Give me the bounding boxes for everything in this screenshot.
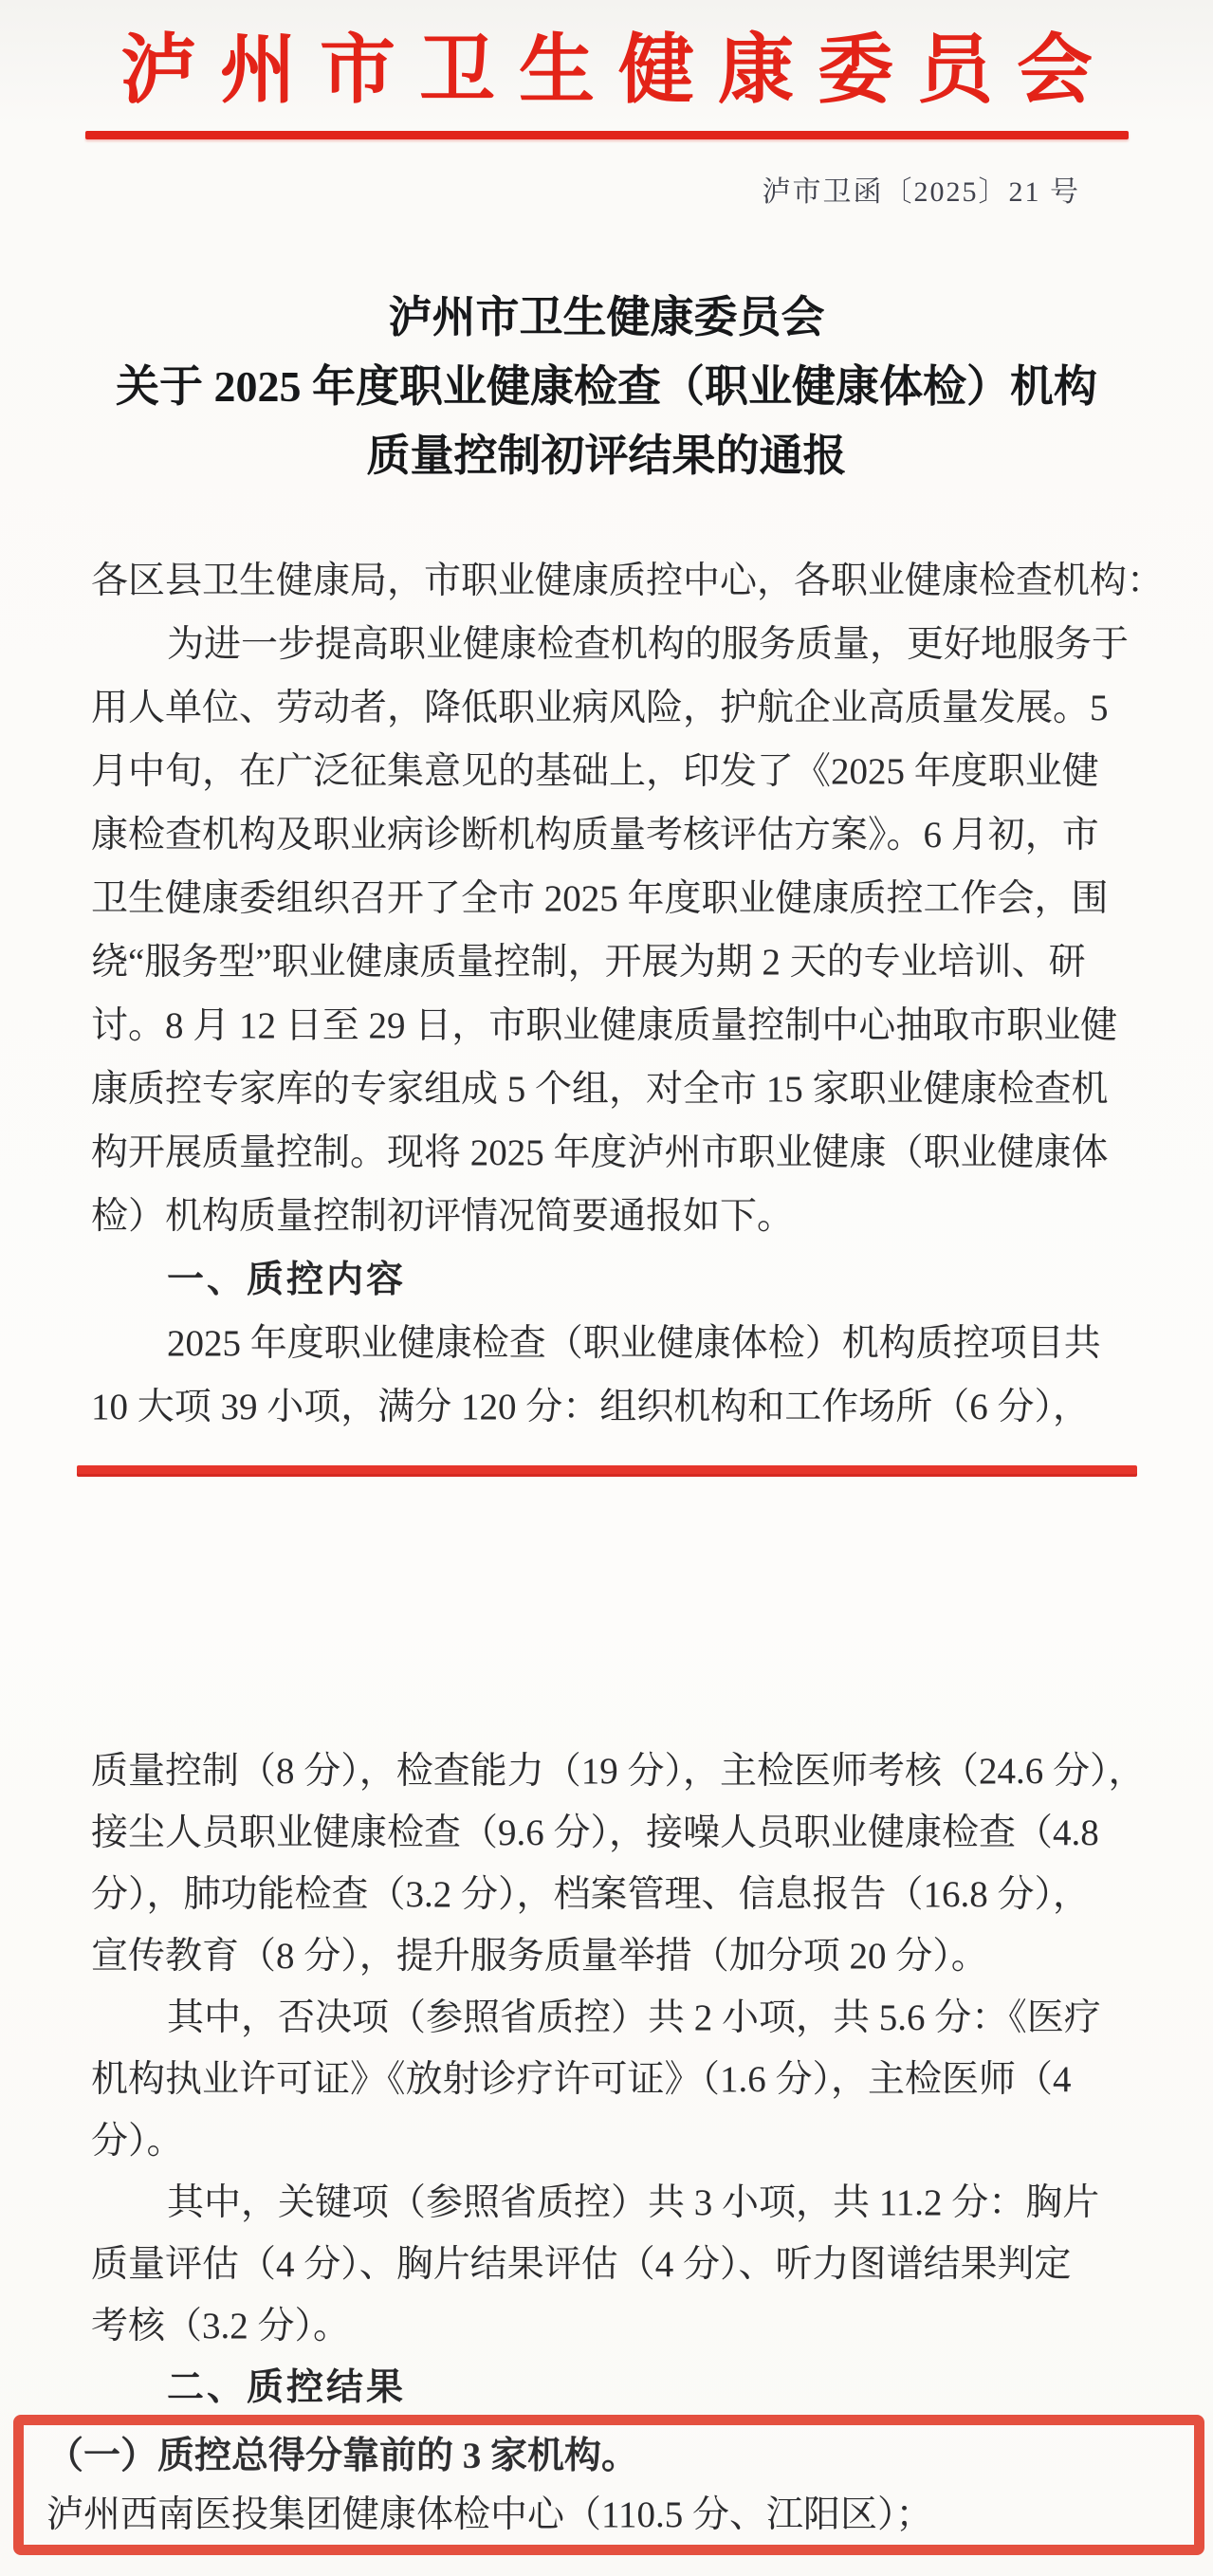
section-heading-2: 二、质控结果 <box>167 2367 407 2408</box>
body-line: 质量控制（8 分），检查能力（19 分），主检医师考核（24.6 分）， <box>91 1751 1146 1792</box>
body-line: 为进一步提高职业健康检查机构的服务质量，更好地服务于 <box>167 624 1130 665</box>
highlight-subheading: （一）质控总得分靠前的 3 家机构。 <box>46 2436 639 2476</box>
document-number: 泸市卫函〔2025〕21 号 <box>762 176 1080 208</box>
page-separator-line <box>77 1465 1137 1477</box>
body-line: 绕“服务型”职业健康质量控制，开展为期 2 天的专业培训、研 <box>91 942 1086 983</box>
document-title <box>0 283 1213 490</box>
body-line: 卫生健康委组织召开了全市 2025 年度职业健康质控工作会，围 <box>91 878 1109 919</box>
body-line: 其中，关键项（参照省质控）共 3 小项，共 11.2 分：胸片 <box>167 2182 1100 2223</box>
body-line: 构开展质量控制。现将 2025 年度泸州市职业健康（职业健康体 <box>91 1132 1109 1173</box>
body-line: 考核（3.2 分）。 <box>91 2306 351 2346</box>
highlight-annotation-box <box>13 2415 1204 2555</box>
body-line: 机构执业许可证》《放射诊疗许可证》（1.6 分），主检医师（4 <box>91 2059 1072 2100</box>
body-line: 康检查机构及职业病诊断机构质量考核评估方案》。6 月初，市 <box>91 815 1099 856</box>
salutation-line: 各区县卫生健康局，市职业健康质控中心，各职业健康检查机构： <box>91 561 1165 601</box>
body-line: 接尘人员职业健康检查（9.6 分），接噪人员职业健康检查（4.8 <box>91 1812 1099 1853</box>
body-line: 分）。 <box>91 2121 184 2162</box>
body-line: 用人单位、劳动者，降低职业病风险，护航企业高质量发展。5 <box>91 688 1109 728</box>
title-line-2: 关于 2025 年度职业健康检查（职业健康体检）机构 <box>116 362 1097 411</box>
agency-masthead: 泸州市卫生健康委员会 <box>120 29 1116 113</box>
body-line: 康质控专家库的专家组成 5 个组，对全市 15 家职业健康检查机 <box>91 1069 1109 1110</box>
body-line: 月中旬，在广泛征集意见的基础上，印发了《2025 年度职业健 <box>91 751 1099 792</box>
page2-body <box>0 1740 1213 2419</box>
title-line-3: 质量控制初评结果的通报 <box>366 432 847 480</box>
body-line: 宣传教育（8 分），提升服务质量举措（加分项 20 分）。 <box>91 1936 988 1977</box>
body-line: 10 大项 39 小项，满分 120 分：组织机构和工作场所（6 分）， <box>91 1387 1091 1427</box>
body-line: 2025 年度职业健康检查（职业健康体检）机构质控项目共 <box>167 1323 1101 1364</box>
highlight-item: 泸州西南医投集团健康体检中心（110.5 分、江阳区）； <box>46 2494 933 2535</box>
page1-body <box>0 549 1213 1439</box>
body-line: 分），肺功能检查（3.2 分），档案管理、信息报告（16.8 分）， <box>91 1874 1091 1915</box>
body-line: 讨。8 月 12 日至 29 日，市职业健康质量控制中心抽取市职业健 <box>91 1005 1118 1046</box>
body-line: 质量评估（4 分）、胸片结果评估（4 分）、听力图谱结果判定 <box>91 2244 1072 2285</box>
masthead-divider-line <box>85 131 1129 139</box>
body-line: 其中，否决项（参照省质控）共 2 小项，共 5.6 分：《医疗 <box>167 1997 1101 2038</box>
body-line: 检）机构质量控制初评情况简要通报如下。 <box>91 1196 795 1237</box>
section-heading-1: 一、质控内容 <box>167 1260 407 1300</box>
title-line-1: 泸州市卫生健康委员会 <box>388 293 825 341</box>
